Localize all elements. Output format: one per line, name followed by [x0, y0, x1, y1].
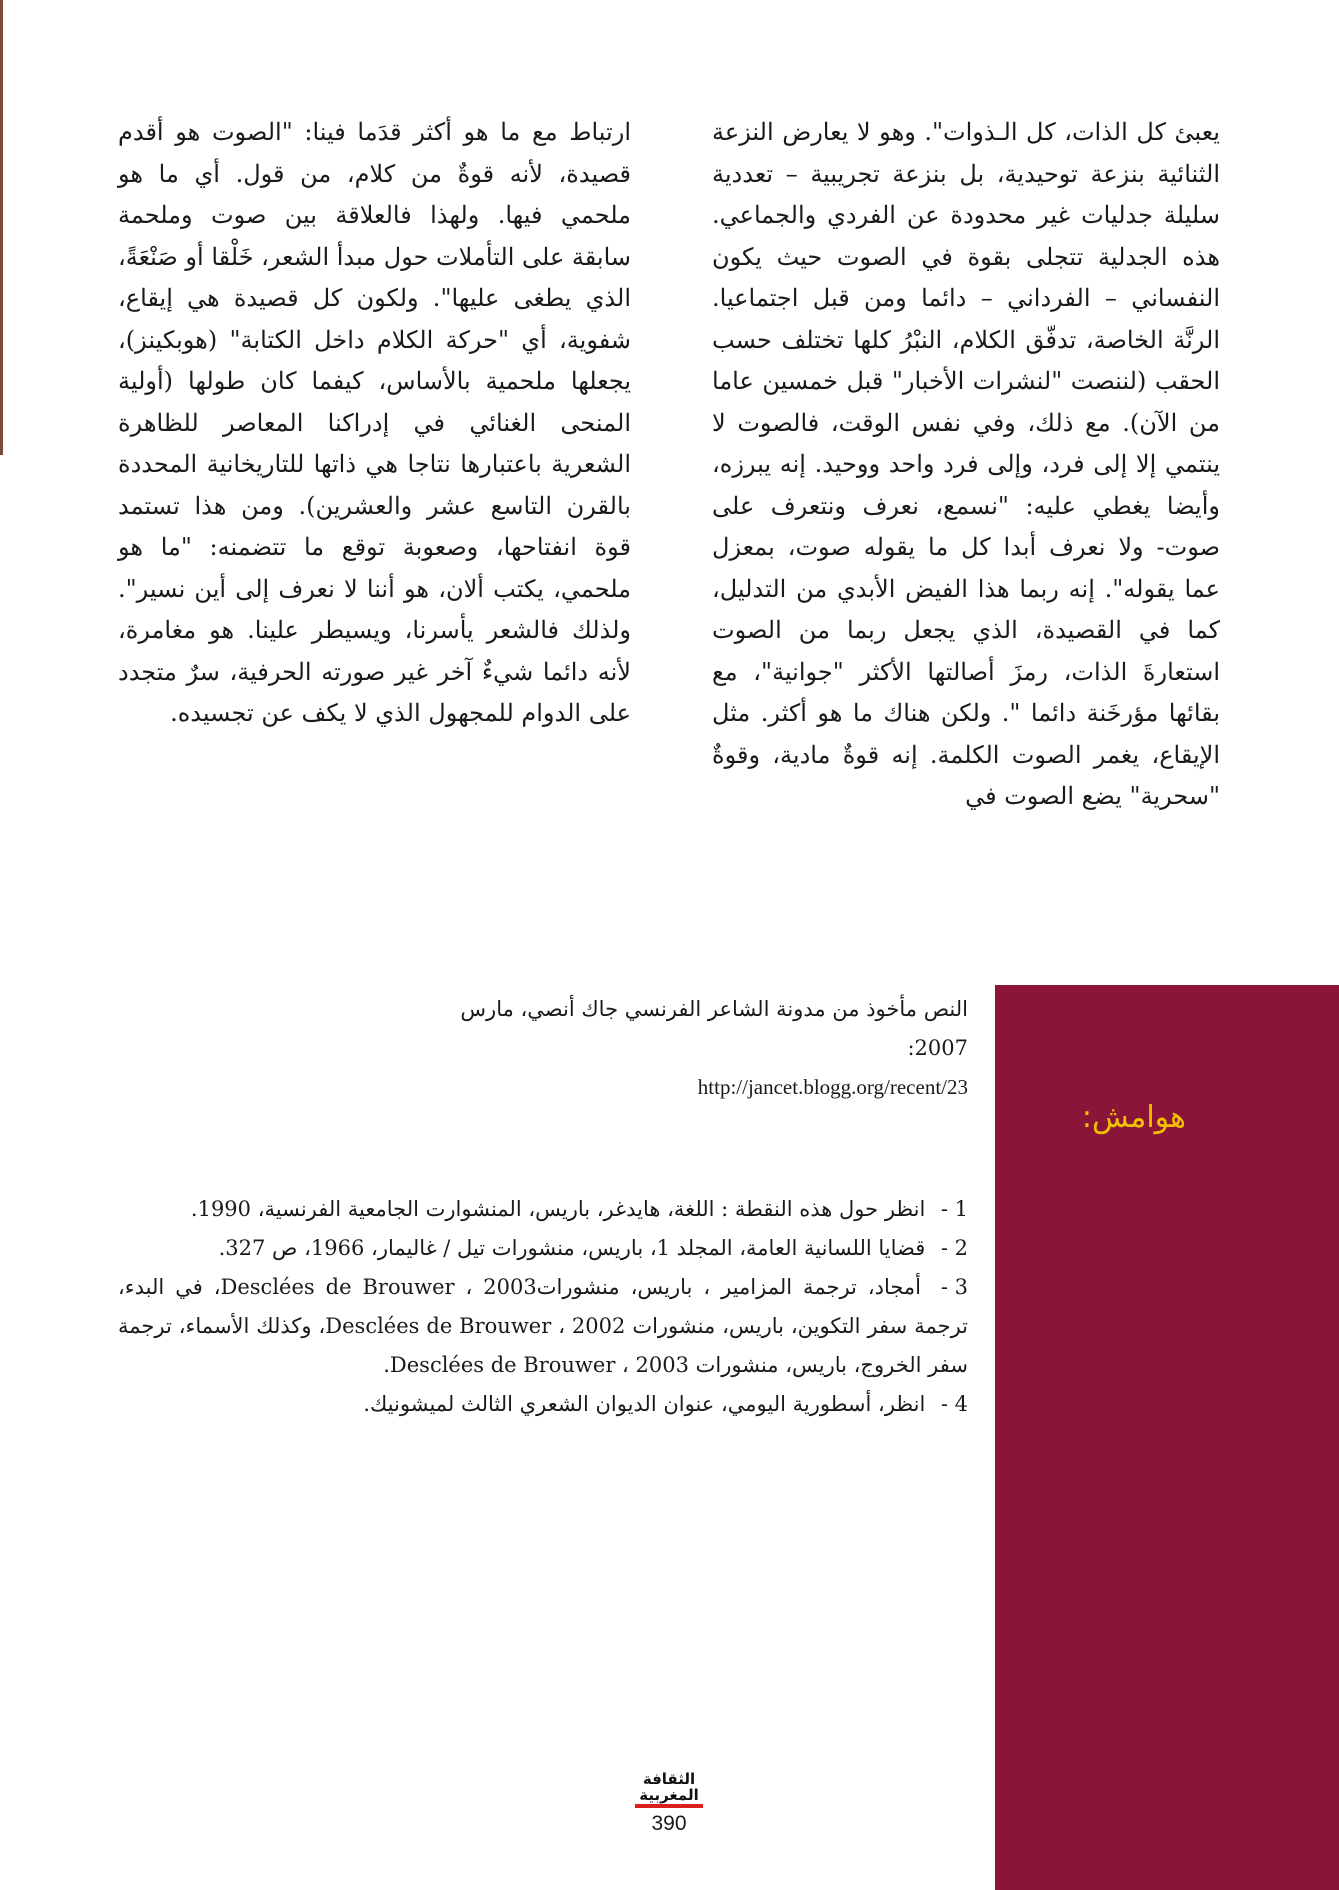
source-line: النص مأخوذ من مدونة الشاعر الفرنسي جاك أنصي، مارس 2007: [460, 997, 968, 1060]
footnote-text: قضايا اللسانية العامة، المجلد 1، باريس، منشورات تيل / غاليمار، 1966، ص 327. [218, 1236, 926, 1260]
footnotes-title: هوامش: [1081, 1100, 1186, 1135]
footnote-item [118, 1268, 968, 1385]
magazine-logo [631, 1766, 707, 1810]
body-paragraph-right: يعبئ كل الذات، كل الـذوات". وهو لا يعارض النزعة الثنائية بنزعة توحيدية، بل بنزعة تجريبية – تعددية سليلة جدليات غير محدودة عن الفردي والجماعي. هذه الجدلية تتجلى بقوة في الصوت حيث يكون النفساني – الفرداني – دائما ومن قبل اجتماعيا. الرنَّة الخاصة، تدفّق الكلام، النبْرُ كلها تختلف حسب الحقب (لننصت "لنشرات الأخبار" قبل خمسين عاما من الآن). مع ذلك، وفي نفس الوقت، فالصوت لا ينتمي إلا إلى فرد، وإلى فرد واحد ووحيد. إنه يبرزه، وأيضا يغطي عليه: "نسمع، نعرف ونتعرف على صوت- ولا نعرف أبدا كل ما يقوله صوت، بمعزل عما يقوله". إنه ربما هذا الفيض الأبدي من التدليل، كما في القصيدة، الذي يجعل ربما من الصوت استعارةَ الذات، رمزَ أصالتها الأكثر "جوانية"، مع بقائها مؤرخَنة دائما ". ولكن هناك ما هو أكثر. مثل الإيقاع، يغمر الصوت الكلمة. إنه قوةٌ مادية، وقوةٌ "سحرية" يضع الصوت في [712, 118, 1220, 810]
body-column-right [712, 112, 1220, 818]
body-paragraph-left: ارتباط مع ما هو أكثر قدَما فينا: "الصوت هو أقدم قصيدة، لأنه قوةٌ من كلام، من قول. أي ما هو ملحمي فيها. ولهذا فالعلاقة بين صوت وملحمة سابقة على التأملات حول مبدأ الشعر، خَلْقا أو صَنْعَةً، الذي يطغى عليها". ولكون كل قصيدة هي إيقاع، شفوية، أي "حركة الكلام داخل الكتابة" (هوبكينز)، يجعلها ملحمية بالأساس، كيفما كان طولها (أولية المنحى الغنائي في إدراكنا المعاصر للظاهرة الشعرية باعتبارها نتاجا هي ذاتها للتاريخانية المحددة بالقرن التاسع عشر والعشرين). ومن هذا تستمد قوة انفتاحها، وصعوبة توقع ما تتضمنه: "ما هو ملحمي، يكتب ألان، هو أننا لا نعرف إلى أين نسير". ولذلك فالشعر يأسرنا، ويسيطر علينا. هو مغامرة، لأنه دائما شيءٌ آخر غير صورته الحرفية، سرٌ متجدد على الدوام للمجهول الذي لا يكف عن تجسيده. [117, 118, 631, 727]
body-column-left [118, 112, 631, 735]
footnote-number: 3 - [940, 1275, 968, 1299]
svg-text:المغربية: المغربية [639, 1786, 699, 1804]
footnote-number: 4 - [940, 1392, 968, 1416]
footnote-item [118, 1229, 968, 1268]
footnote-text: أمجاد، ترجمة المزامير ، باريس، منشوراتDesclées de Brouwer ، 2003، في البدء، ترجمة سفر التكوين، باريس، منشورات Desclées de Brouwer ، 2002، وكذلك الأسماء، ترجمة سفر الخروج، باريس، منشورات Desclées de Brouwer ، 2003. [118, 1275, 969, 1377]
source-note [420, 990, 968, 1107]
footnote-item [118, 1190, 968, 1229]
footnotes-list [118, 1190, 968, 1424]
page-number: 390 [651, 1812, 687, 1835]
footnote-number: 1 - [940, 1197, 968, 1221]
svg-text:الثقافة: الثقافة [642, 1770, 696, 1788]
footnote-text: انظر حول هذه النقطة : اللغة، هايدغر، باريس، المنشوارت الجامعية الفرنسية، 1990. [190, 1197, 926, 1221]
source-url[interactable]: http://jancet.blogg.org/recent/23 [697, 1075, 968, 1099]
footnote-text: انظر، أسطورية اليومي، عنوان الديوان الشعري الثالث لميشونيك. [363, 1392, 926, 1416]
page-edge-line [0, 0, 3, 455]
footnote-item [118, 1385, 968, 1424]
footnote-number: 2 - [940, 1236, 968, 1260]
